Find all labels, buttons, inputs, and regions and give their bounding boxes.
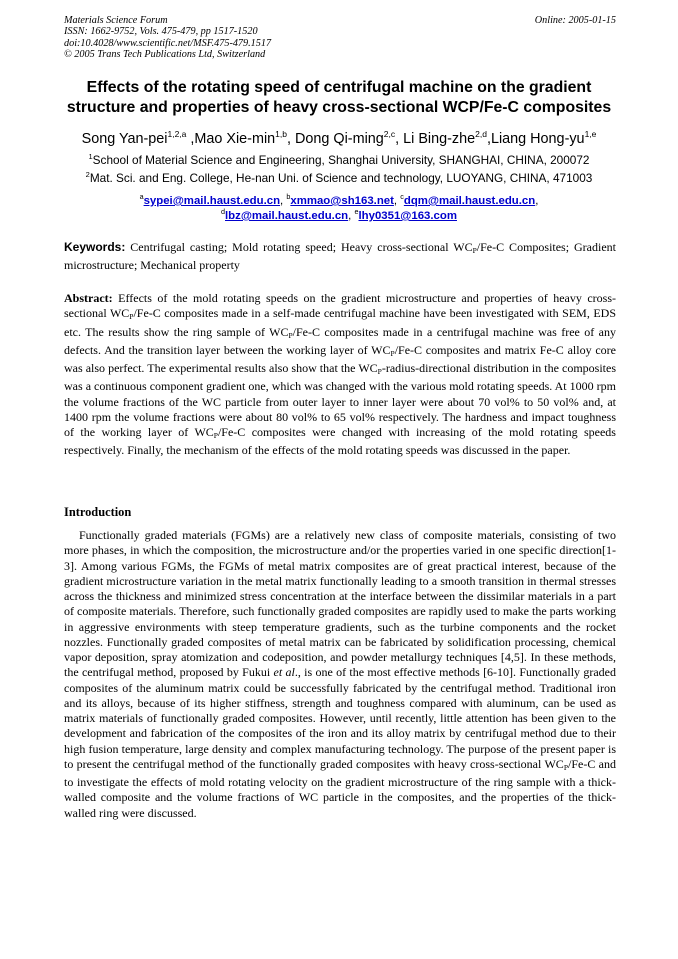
affiliation-sup: 2 <box>85 170 90 179</box>
paper-title <box>40 78 638 117</box>
author-sup: 2,d <box>475 129 487 139</box>
title-line-2: structure and properties of heavy cross-sectional WCP/Fe-C composites <box>66 98 612 116</box>
author-sep: , <box>287 131 295 147</box>
email-line-1: $^a$sypei@mail.haust.edu.cn, $^b$xmmao@sh163.net, $^c$dqm@mail.haust.edu.cn, <box>139 192 539 207</box>
email-link-b[interactable]: xmmao@sh163.net <box>290 195 394 207</box>
author-sup: 1,b <box>275 129 287 139</box>
introduction-paragraph: Functionally graded materials (FGMs) are a relatively new class of composite materials, consisting of two more phases, in which the composition, the microstructure and/or the properties varied in one specific direction[1-3]. Among various FGMs, the FGMs of metal matrix composites are of great practical interest, because of the gradient microstructure variation in the metal matrix functionally leading to a smooth transition in thermal stresses across the thickness and minimized stress concentration at the interface between the dissimilar materials in a part of composite materials. Therefore, such functionally graded composites are rapidly used to make the parts working in aggressive environments with steep temperature gradients, such as the turbine components and the rocket nozzles. Functionally graded composites of metal matrix can be fabricated by solidification processing, chemical vapor deposition, spray atomization and codeposition, and powder metallurgy techniques [4,5]. In these methods, the centrifugal method, proposed by Fukui et al., is one of the most effective methods [6-10]. Functionally graded composites of the aluminum matrix could be successfully fabricated by the centrifugal method. Traditional iron and its alloys, because of its higher stiffness, strength and toughness compared with aluminum, can be used as matrix materials of functionally graded composites. However, until recently, little attention has been given to the development and fabrication of the composites of the iron and its alloy matrix by centrifugal method due to their high fusion temperature, large density and complex manufacturing technology. The purpose of the present paper is to present the centrifugal method of the functionally graded composites with heavy cross-sectional $WC_P/Fe-C$ and to investigate the effects of mold rotating velocity on the gradient microstructure of the ring sample with a thick-walled composite and the volume fractions of WC particle in the composites, and the properties of the thick-walled ring were discussed. <box>64 528 616 820</box>
author-name: Dong Qi-ming <box>295 131 384 147</box>
doi-line: doi:10.4028/www.scientific.net/MSF.475-479.1517 <box>64 37 272 49</box>
affiliation-1 <box>40 150 638 167</box>
journal-header <box>64 15 616 61</box>
affiliation-text: Mat. Sci. and Eng. College, He-nan Uni. of Science and technology, LUOYANG, CHINA, 471003 <box>89 171 593 185</box>
affiliation-2 <box>40 168 638 185</box>
email-link-c[interactable]: dqm@mail.haust.edu.cn <box>403 195 536 207</box>
author-sep: , <box>395 131 404 147</box>
author-name: Mao Xie-min <box>194 131 276 147</box>
author-sup: 1,2,a <box>167 129 187 139</box>
author-name: Li Bing-zhe <box>403 131 476 147</box>
author-sep: , <box>186 131 195 147</box>
keywords-paragraph: Keywords: Centrifugal casting; Mold rotating speed; Heavy cross-sectional $WC_P/Fe-C$ Composites; Gradient microstructure; Mechanical property <box>64 240 616 273</box>
author-sup: 1,e <box>584 129 597 139</box>
author-sup: 2,c <box>383 129 396 139</box>
author-name: Liang Hong-yu <box>490 131 585 147</box>
author-list <box>40 125 638 148</box>
keywords-label: Keywords: <box>64 240 126 254</box>
email-link-e[interactable]: lhy0351@163.com <box>358 210 457 222</box>
affiliation-text: School of Material Science and Engineering, Shanghai University, SHANGHAI, CHINA, 200072 <box>92 153 590 167</box>
email-link-a[interactable]: sypei@mail.haust.edu.cn <box>143 195 281 207</box>
author-sep: , <box>486 131 491 147</box>
email-link-d[interactable]: lbz@mail.haust.edu.cn <box>225 210 349 222</box>
online-date: Online: 2005-01-15 <box>534 15 616 26</box>
title-line-1: Effects of the rotating speed of centrifugal machine on the gradient <box>86 79 592 96</box>
abstract-label: Abstract: <box>64 291 113 305</box>
author-name: Song Yan-pei <box>81 131 168 147</box>
section-heading-introduction: Introduction <box>64 505 132 519</box>
email-line-2: $^d$lbz@mail.haust.edu.cn, $^e$lhy0351@163.com <box>221 207 457 222</box>
copyright-line: © 2005 Trans Tech Publications Ltd, Switzerland <box>64 49 266 61</box>
affiliation-sup: 1 <box>88 152 93 161</box>
journal-name: Materials Science Forum <box>64 15 168 26</box>
abstract-paragraph: Abstract: Effects of the mold rotating speeds on the gradient microstructure and properties of heavy cross-sectional $WC_P/Fe-C$ composites made in a self-made centrifugal machine have been investigated with SEM, EDS etc. The results show the ring sample of $WC_P/Fe-C$ composites made in a centrifugal machine was free of any defects. And the transition layer between the working layer of $WC_P/Fe-C$ composites and matrix Fe-C alloy core was also perfect. The experimental results also show that the $WC_P-radius$-directional distribution in the composites was a continuous component gradient one, which was changed with the various mold rotating speeds. At 1000 rpm the volume fractions of the WC particle from outer layer to inner layer were about 70 vol% to 50 vol% and, at 1400 rpm the volume fractions were about 80 vol% to 65 vol% respectively. The hardness and impact toughness of the working layer of $WC_P/Fe-C$ composites were changed with increasing of the mold rotating speeds respectively. Finally, the mechanism of the effects of the mold rotating speeds was discussed in the paper. <box>64 291 617 458</box>
issn-line: ISSN: 1662-9752, Vols. 475-479, pp 1517-1520 <box>64 26 258 38</box>
